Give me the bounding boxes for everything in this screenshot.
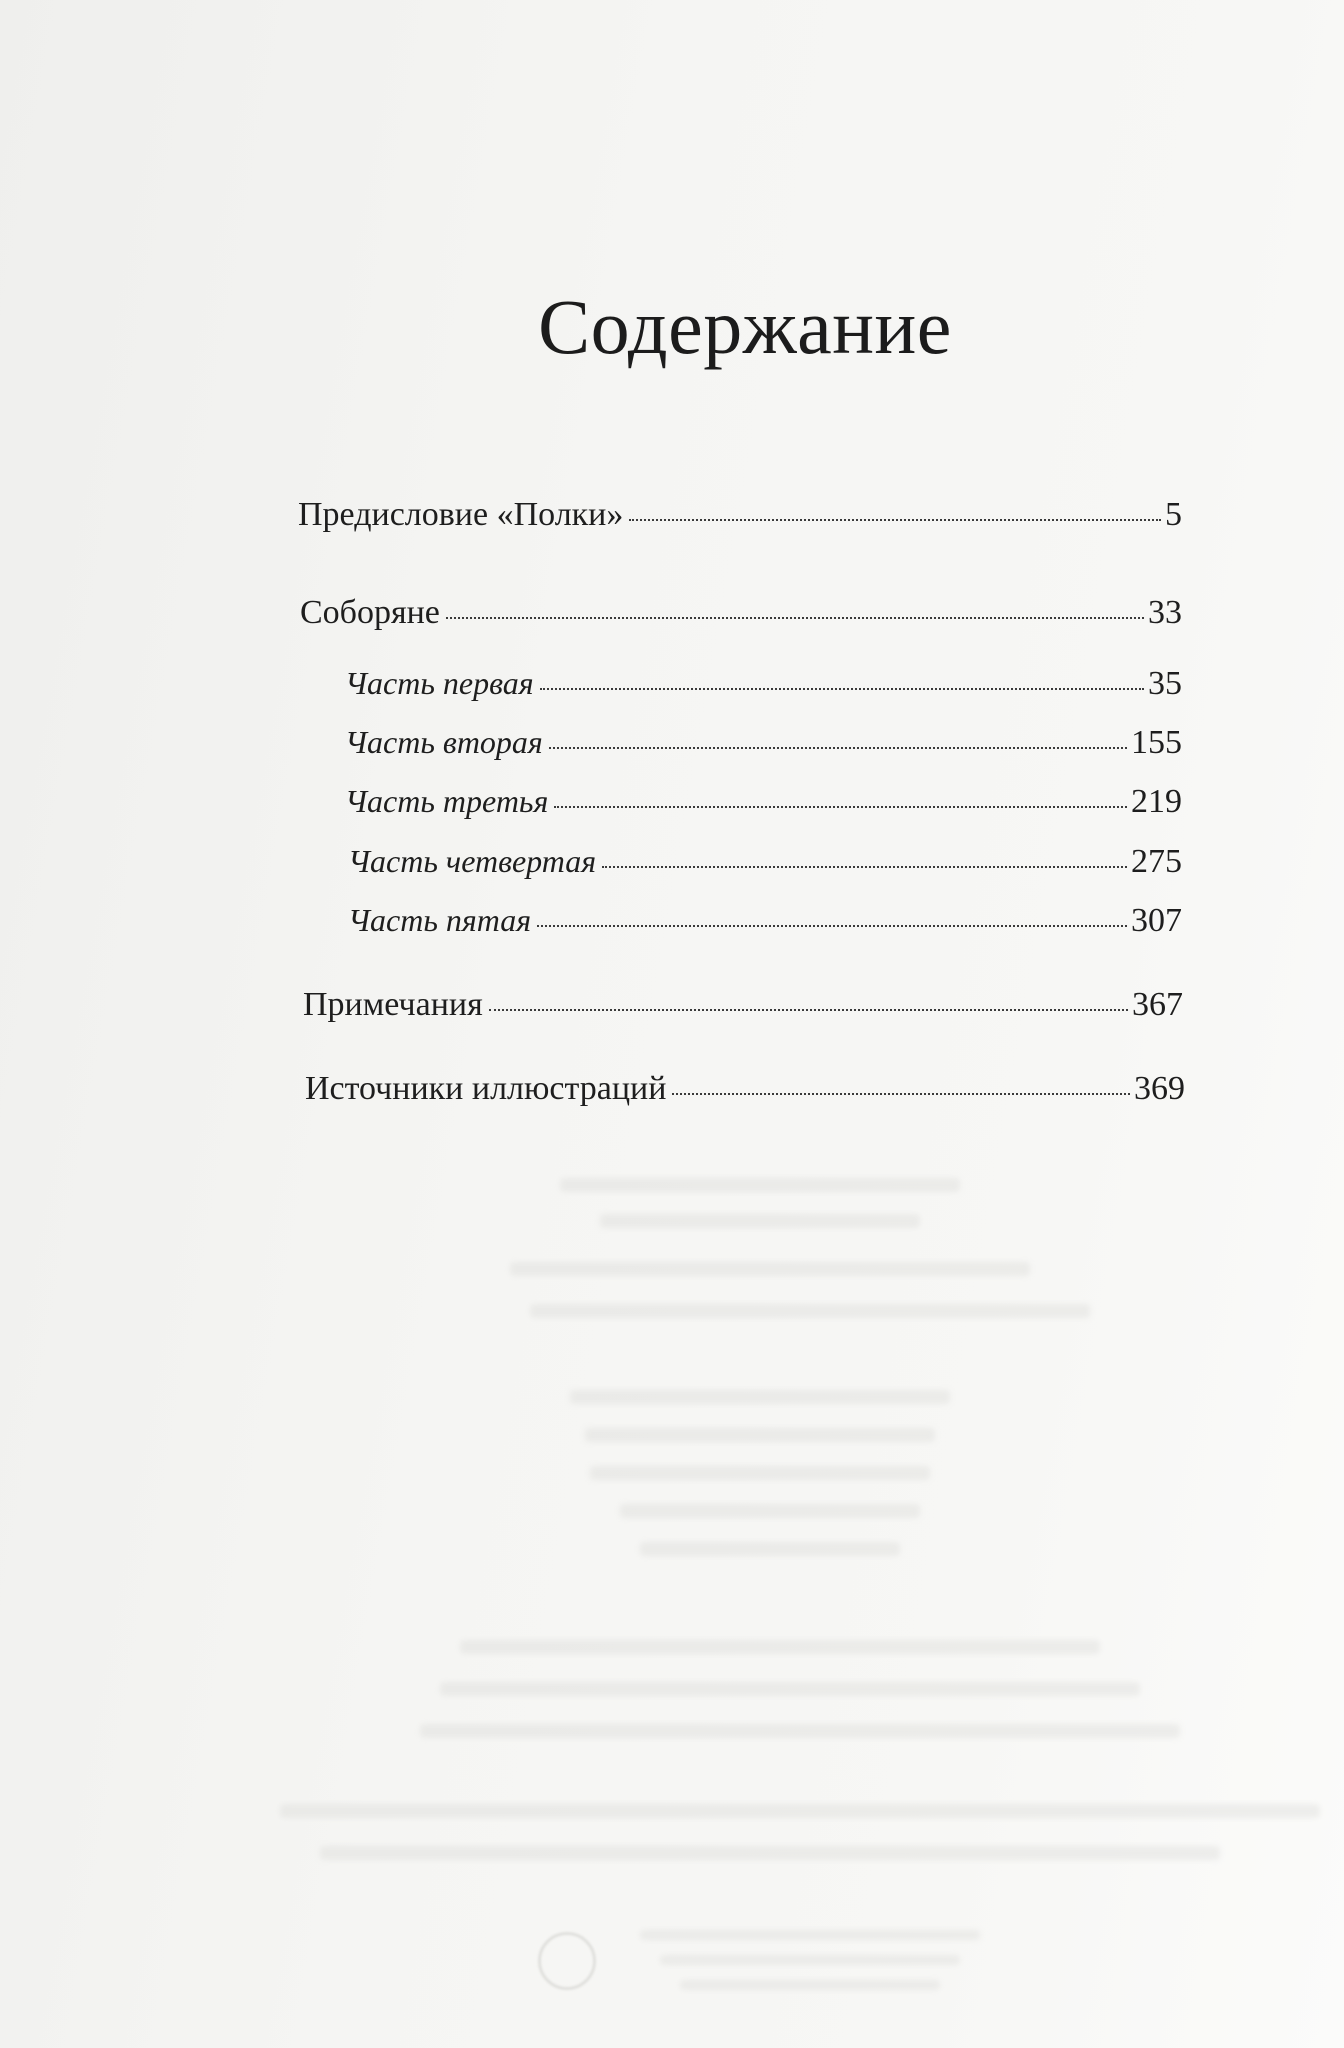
dot-leader	[540, 688, 1144, 690]
page-title: Содержание	[538, 283, 952, 370]
toc-entry-page: 219	[1131, 783, 1182, 820]
toc-entry-illustration-sources	[305, 1064, 1185, 1114]
toc-entry-part-two	[345, 717, 1182, 767]
toc-entry-page: 35	[1148, 665, 1182, 702]
toc-entry-label: Источники иллюстраций	[305, 1070, 667, 1107]
dot-leader	[672, 1093, 1130, 1095]
toc-entry-part-four	[348, 836, 1182, 886]
toc-entry-soboryane	[300, 588, 1182, 638]
toc-entry-page: 369	[1134, 1070, 1185, 1107]
dot-leader	[602, 866, 1127, 868]
toc-entry-label: Предисловие «Полки»	[298, 496, 624, 533]
dot-leader	[549, 747, 1127, 749]
toc-entry-page: 367	[1132, 986, 1183, 1023]
toc-entry-label: Часть третья	[345, 783, 549, 819]
toc-entry-label: Часть пятая	[348, 902, 532, 938]
toc-entry-page: 155	[1131, 724, 1182, 761]
toc-entry-part-three	[345, 776, 1182, 826]
toc-entry-label: Примечания	[303, 986, 483, 1023]
toc-entry-page: 307	[1131, 902, 1182, 939]
toc-entry-part-one	[345, 658, 1182, 708]
toc-entry-page: 5	[1165, 496, 1182, 533]
toc-entry-label: Часть четвертая	[348, 843, 597, 879]
toc-entry-preface	[298, 490, 1182, 540]
toc-entry-label: Соборяне	[300, 594, 440, 631]
toc-entry-page: 33	[1148, 594, 1182, 631]
toc-entry-notes	[303, 980, 1183, 1030]
dot-leader	[489, 1009, 1128, 1011]
toc-entry-part-five	[348, 895, 1182, 945]
dot-leader	[629, 519, 1161, 521]
dot-leader	[554, 806, 1127, 808]
dot-leader	[446, 617, 1144, 619]
toc-entry-page: 275	[1131, 843, 1182, 880]
dot-leader	[537, 925, 1127, 927]
toc-entry-label: Часть первая	[345, 665, 534, 701]
toc-entry-label: Часть вторая	[345, 724, 543, 760]
